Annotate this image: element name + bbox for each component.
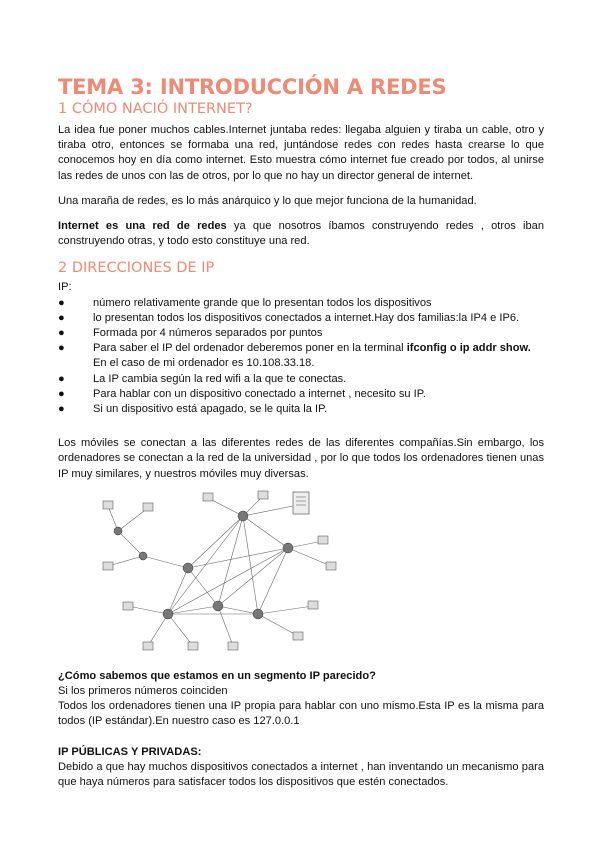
computer-icon (228, 642, 238, 650)
router-icon (213, 601, 223, 611)
bullet-text: Si un dispositivo está apagado, se le quita la IP. (93, 403, 328, 416)
bullet-icon: ● (58, 342, 65, 355)
router-icon (163, 609, 173, 619)
bullet-icon: ● (58, 327, 65, 340)
document-page (58, 74, 544, 790)
answer-localhost: Todos los ordenadores tienen una IP propia para hablar con uno mismo.Esta IP es la misma para todos (IP estándar).En nuestro caso es 127.0.0.1 (58, 700, 544, 728)
ip-bullet-list-2 (58, 372, 544, 418)
computer-icon (123, 602, 133, 610)
section-heading-internet: 1 CÓMO NACIÓ INTERNET? (58, 101, 253, 117)
list-item (58, 326, 544, 341)
router-icon (283, 543, 293, 553)
computer-icon (143, 642, 153, 650)
router-icon (238, 511, 248, 521)
network-links (108, 496, 331, 646)
question-title: ¿Cómo sabemos que estamos en un segmento IP parecido? (58, 669, 376, 682)
bold-red-de-redes: Internet es una red de redes (58, 220, 227, 233)
bullet-text: Para hablar con un dispositivo conectado a internet , necesito su IP. (93, 387, 426, 400)
list-item (58, 341, 544, 356)
router-icon (139, 552, 147, 560)
computer-icon (103, 501, 113, 509)
router-icon (114, 527, 122, 535)
page-title: TEMA 3: INTRODUCCIÓN A REDES (58, 75, 447, 99)
computer-icon (188, 642, 198, 650)
computer-icon (258, 491, 268, 499)
router-icon (183, 563, 193, 573)
computer-icon (318, 536, 328, 544)
paragraph-red-de-redes-rest: ya que nosotros íbamos construyendo redes , otros iban construyendo otras, y todo esto constituye una red. (58, 220, 544, 248)
bold-command: ifconfig o ip addr show. (406, 342, 531, 355)
bullet-text: número relativamente grande que lo presentan todos los dispositivos (93, 296, 432, 309)
paragraph-moviles: Los móviles se conectan a las diferentes redes de las diferentes compañías.Sin embargo, los ordenadores se conectan a la red de la universidad , por lo que todos los ordenadores tienen unas IP muy similares, y nuestros móviles muy diversas. (58, 437, 544, 480)
answer-first-numbers: Si los primeros números coinciden (58, 685, 228, 698)
bullet-text: Para saber el IP del ordenador deberemos poner en la terminal (93, 342, 407, 355)
bullet-icon: ● (58, 311, 65, 324)
ip-bullet-list (58, 296, 544, 357)
list-item (58, 372, 544, 387)
section-heading-ip: 2 DIRECCIONES DE IP (58, 260, 215, 277)
computer-icon (103, 562, 113, 570)
computer-icon (308, 601, 318, 609)
computer-icon (293, 632, 303, 640)
list-item (58, 311, 544, 326)
list-item (58, 296, 544, 311)
paragraph-red-de-redes (58, 219, 544, 249)
paragraph-maraña: Una maraña de redes, es lo más anárquico y lo que mejor funciona de la humanidad. (58, 194, 477, 207)
network-diagram-svg (93, 486, 345, 660)
bullet-text: Formada por 4 números separados por puntos (93, 327, 323, 340)
computer-icon (326, 562, 336, 570)
computer-icon (203, 493, 213, 501)
paragraph-origin: La idea fue poner muchos cables.Internet juntaba redes: llegaba alguien y tiraba un cable, otro y tiraba otro, entonces se formaba una red, juntándose redes con redes hasta crearse lo que conocemos hoy en día como internet. Esto muestra cómo internet fue creado por todos, al unirse las redes de unos con las de otros, por lo que no hay un director general de internet. (58, 124, 544, 182)
ip-label: IP: (58, 281, 72, 294)
computer-nodes (103, 491, 336, 650)
bullet-icon: ● (58, 387, 65, 400)
bullet-text: La IP cambia según la red wifi a la que te conectas. (93, 372, 347, 385)
ip-continuation: En el caso de mi ordenador es 10.108.33.18. (93, 357, 315, 370)
server-icon (293, 492, 309, 514)
bullet-icon: ● (58, 403, 65, 416)
network-diagram (93, 486, 345, 660)
bullet-text: lo presentan todos los dispositivos conectados a internet.Hay dos familias:la IP4 e IP6. (93, 311, 520, 324)
public-private-text: Debido a que hay muchos dispositivos conectados a internet , han inventando un mecanismo para que haya números para satisfacer todos los dispositivos que estén conectados. (58, 760, 544, 789)
bullet-icon: ● (58, 296, 65, 309)
list-item (58, 402, 544, 417)
computer-icon (143, 503, 153, 511)
public-private-title: IP PÚBLICAS Y PRIVADAS: (58, 745, 202, 758)
router-icon (253, 609, 263, 619)
bullet-icon: ● (58, 372, 65, 385)
list-item (58, 387, 544, 402)
